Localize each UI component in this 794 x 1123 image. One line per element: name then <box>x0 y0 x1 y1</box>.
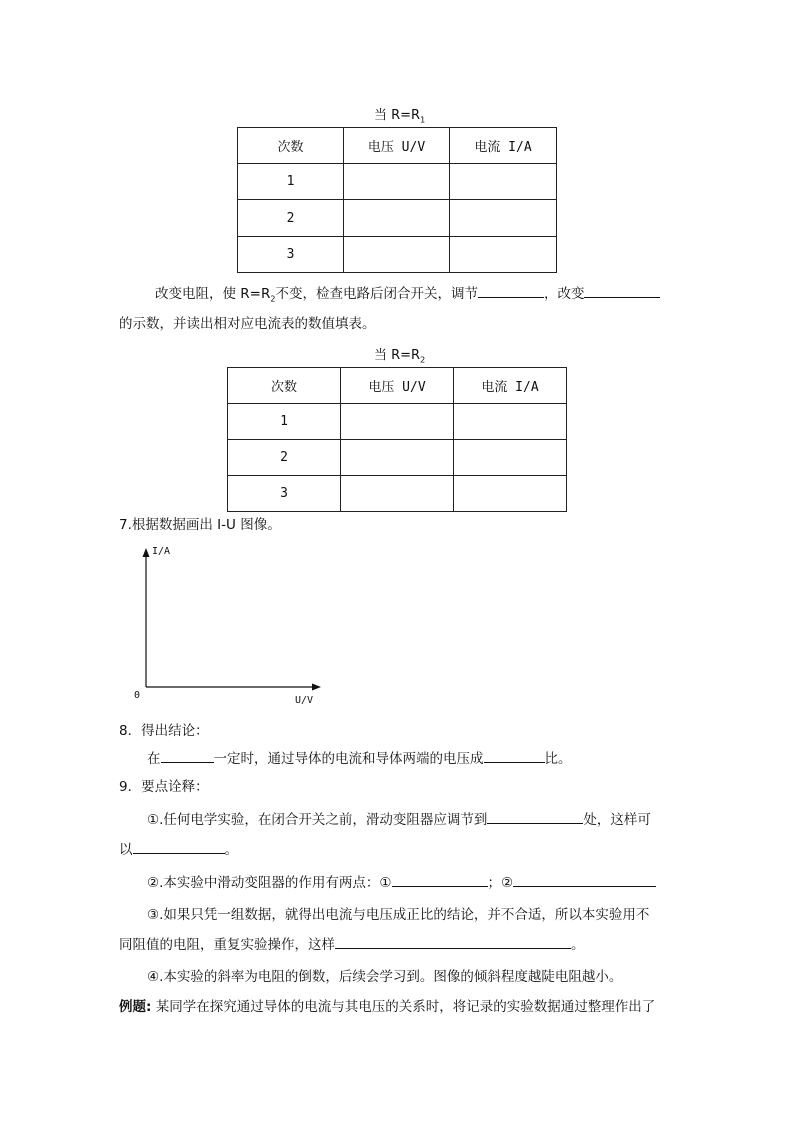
table-row <box>238 237 557 273</box>
blank-repeat-purpose[interactable] <box>335 934 571 949</box>
table2-header-current: 电流 I/A <box>454 368 567 404</box>
item9-p2-text-a: ②.本实验中滑动变阻器的作用有两点：① <box>147 875 392 891</box>
origin-label: 0 <box>134 690 141 701</box>
item8-text-c: 比。 <box>544 751 572 767</box>
table1-cell-current[interactable] <box>450 200 557 237</box>
table2-cell-current[interactable] <box>454 440 567 476</box>
table2-cell-voltage[interactable] <box>341 476 454 512</box>
example-line <box>119 995 655 1015</box>
item9-point3-line1: ③.如果只凭一组数据，就得出电流与电压成正比的结论，并不合适，所以本实验用不 <box>147 907 650 923</box>
table1-cell-current[interactable] <box>450 164 557 200</box>
item8-conclusion <box>147 747 572 767</box>
y-axis-arrow-icon <box>143 548 150 557</box>
blank-rheostat-position[interactable] <box>487 809 583 824</box>
table1-header-current: 电流 I/A <box>450 128 557 164</box>
table1-cell-count: 1 <box>238 164 344 200</box>
item9-p2-text-b: ；② <box>487 875 514 891</box>
table1-caption <box>374 104 425 125</box>
item9-p1-text-b: 处，这样可 <box>583 812 651 828</box>
table1-cell-voltage[interactable] <box>344 237 450 273</box>
change-text-a: 改变电阻，使 R=R <box>155 286 271 302</box>
blank-purpose[interactable] <box>133 839 225 854</box>
change-paragraph-line1 <box>155 282 660 304</box>
table2-header-voltage: 电压 U/V <box>341 368 454 404</box>
table2-cell-voltage[interactable] <box>341 440 454 476</box>
table-row <box>238 200 557 237</box>
table2-header-row <box>228 368 567 404</box>
change-text-b: 不变，检查电路后闭合开关，调节 <box>275 286 478 302</box>
table1-header-row <box>238 128 557 164</box>
blank-conclusion-1[interactable] <box>161 748 214 763</box>
table1-cell-voltage[interactable] <box>344 200 450 237</box>
change-paragraph-line2: 的示数，并读出相对应电流表的数值填表。 <box>119 316 376 332</box>
table1-cell-count: 2 <box>238 200 344 237</box>
item8-text-b: 一定时，通过导体的电流和导体两端的电压成 <box>213 751 484 767</box>
table2-cell-voltage[interactable] <box>341 404 454 440</box>
table-row <box>228 404 567 440</box>
change-text-c: ，改变 <box>543 286 585 302</box>
item8-text-a: 在 <box>147 751 161 767</box>
table2-cell-count: 2 <box>228 440 341 476</box>
item9-p1-text-d: 。 <box>224 842 238 858</box>
table2-caption-sub: 2 <box>420 355 426 365</box>
y-axis-label: I/A <box>152 546 171 557</box>
table2-cell-count: 1 <box>228 404 341 440</box>
table2-header-count: 次数 <box>228 368 341 404</box>
item9-point4: ④.本实验的斜率为电阻的倒数，后续会学习到。图像的倾斜程度越陡电阻越小。 <box>147 969 623 985</box>
table2 <box>227 367 567 512</box>
table1-cell-current[interactable] <box>450 237 557 273</box>
table1 <box>237 127 557 273</box>
item9-title: 9．要点诠释： <box>119 779 209 795</box>
x-axis-arrow-icon <box>312 684 321 691</box>
table2-caption-text: 当 R=R <box>374 348 421 363</box>
table1-header-voltage: 电压 U/V <box>344 128 450 164</box>
table2-caption <box>374 344 425 365</box>
table1-cell-count: 3 <box>238 237 344 273</box>
item9-p3-text-c: 。 <box>571 937 585 953</box>
item8-title: 8．得出结论： <box>119 723 209 739</box>
item9-point1-line1 <box>147 808 651 828</box>
table2-cell-count: 3 <box>228 476 341 512</box>
blank-role-1[interactable] <box>392 872 488 887</box>
item9-p1-text-a: ①.任何电学实验，在闭合开关之前，滑动变阻器应调节到 <box>147 812 488 828</box>
change-text-sub: 2 <box>270 294 276 304</box>
table-row <box>228 476 567 512</box>
x-axis-label: U/V <box>295 695 314 706</box>
table1-caption-text: 当 R=R <box>374 108 421 123</box>
item9-p3-text-b: 同阻值的电阻，重复实验操作，这样 <box>119 937 335 953</box>
blank-role-2[interactable] <box>513 872 656 887</box>
blank-adjust[interactable] <box>478 283 544 298</box>
item9-point1-line2 <box>119 838 238 858</box>
iu-graph <box>130 540 330 710</box>
example-text: 某同学在探究通过导体的电流与其电压的关系时，将记录的实验数据通过整理作出了 <box>151 999 656 1015</box>
table-row <box>228 440 567 476</box>
item7-text: 7.根据数据画出 I-U 图像。 <box>119 517 281 533</box>
example-label: 例题: <box>119 999 152 1015</box>
table1-caption-sub: 1 <box>420 115 426 125</box>
item9-p1-text-c: 以 <box>119 842 133 858</box>
blank-change[interactable] <box>584 283 660 298</box>
blank-conclusion-2[interactable] <box>484 748 545 763</box>
table-row <box>238 164 557 200</box>
table1-header-count: 次数 <box>238 128 344 164</box>
table1-cell-voltage[interactable] <box>344 164 450 200</box>
table2-cell-current[interactable] <box>454 476 567 512</box>
item9-point3-line2 <box>119 933 585 953</box>
table2-cell-current[interactable] <box>454 404 567 440</box>
item9-point2 <box>147 871 656 891</box>
